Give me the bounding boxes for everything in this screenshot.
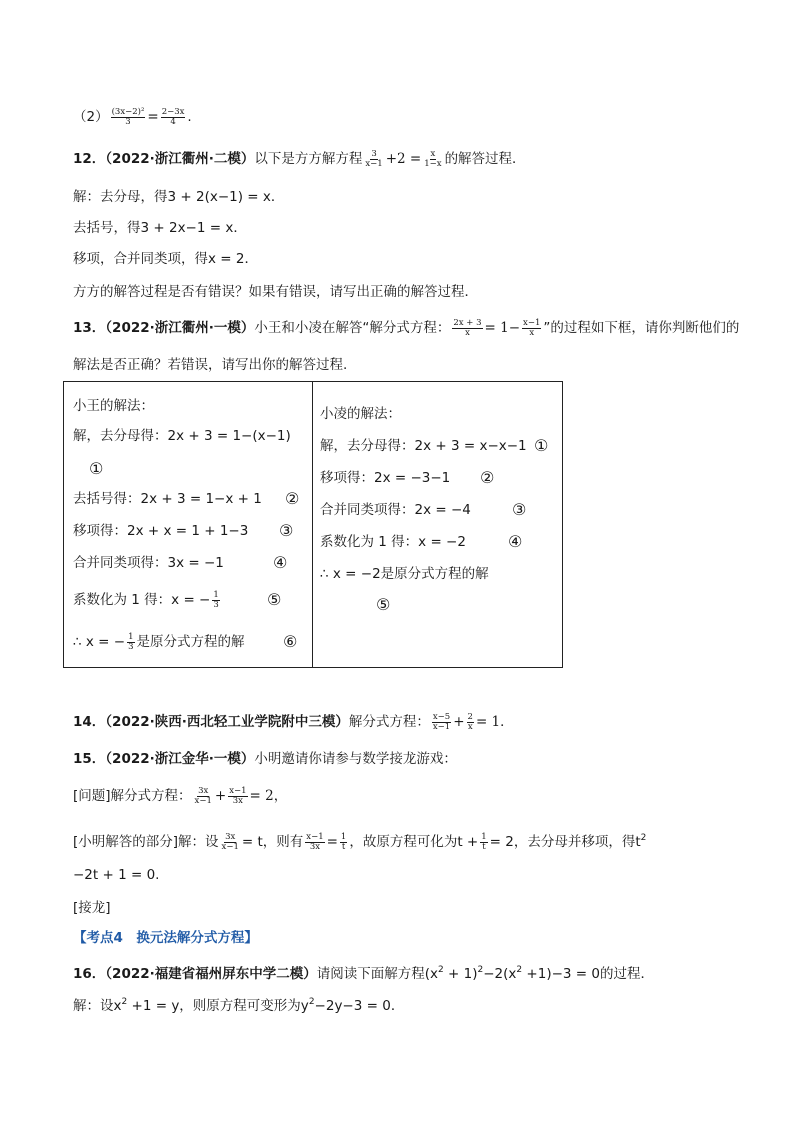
- q15-partial-solution: [小明解答的部分]解：设 $\frac{3x}{x-1}$ = t，则有 $\frac{x-1}{3x}$ = $\frac{1}{t}$ ，故原方程可化为t + $\frac{1}{t}$ = 2，去分母并移项，得$t^2$: [73, 831, 647, 852]
- ling-step4: 系数化为 1 得：x = −2: [320, 534, 466, 550]
- q12-stem: 12．（2022·浙江衢州·二模）以下是方方解方程 $\frac{3}{x-1}$ +2 = $\frac{x}{1-x}$ 的解答过程．: [73, 148, 526, 169]
- ling-step2: 移项得：2x = −3−1: [320, 470, 451, 486]
- table-divider: [312, 382, 313, 667]
- q15-relay: [接龙]: [73, 900, 111, 916]
- fraction: $\frac{x-1}{3x}$: [306, 831, 324, 852]
- wang-step4: 合并同类项得：3x = −1: [73, 555, 224, 571]
- step-marker: ②: [285, 489, 300, 508]
- fraction: $\frac{2-3x}{4}$: [161, 106, 185, 127]
- fraction: $\frac{x}{1-x}$: [424, 148, 442, 169]
- q13-stem-cont: 解法是否正确？若错误，请写出你的解答过程.: [73, 357, 348, 373]
- q14-stem: 14．（2022·陕西·西北轻工业学院附中三模）解分式方程： $\frac{x-5}{x-1}$ + $\frac{2}{x}$ = 1．: [73, 711, 514, 732]
- fraction: $\frac{x-5}{x-1}$: [432, 711, 451, 732]
- step-marker: ③: [279, 521, 294, 540]
- ling-step1: 解，去分母得：2x + 3 = x−x−1: [320, 438, 527, 454]
- wang-step3: 移项得：2x + x = 1 + 1−3: [73, 523, 249, 539]
- step-marker: ⑥: [283, 632, 298, 651]
- wang-step5: 系数化为 1 得：x = − $\frac{1}{3}$: [73, 589, 219, 610]
- q16-step1: 解：设$x^2 +1 = y$，则原方程可变形为$y^2-2y-3 = 0$．: [73, 997, 405, 1014]
- fraction: $\frac{2}{x}$: [467, 711, 473, 732]
- q12-question: 方方的解答过程是否有错误？如果有错误，请写出正确的解答过程．: [73, 284, 478, 300]
- q15-stem: 15．（2022·浙江金华·一模）小明邀请你请参与数学接龙游戏：: [73, 751, 457, 767]
- fraction: $\frac{1}{t}$: [340, 831, 347, 852]
- wang-step1: 解，去分母得：2x + 3 = 1−(x−1): [73, 428, 291, 444]
- q15-problem: [问题]解分式方程： $\frac{3x}{x-1}$ + $\frac{x-1}{3x}$ = 2，: [73, 785, 288, 806]
- fraction: $\frac{x-1}{x}$: [523, 317, 541, 338]
- fraction: $\frac{1}{t}$: [481, 831, 487, 852]
- ling-step5: ∴ x = −2是原分式方程的解: [320, 566, 489, 582]
- ling-title: 小凌的解法：: [320, 406, 401, 422]
- step-marker: ⑤: [267, 590, 282, 609]
- fraction: $\frac{x-1}{3x}$: [229, 785, 247, 806]
- fraction: $\frac{3x}{x-1}$: [221, 831, 239, 852]
- q11-part2: （2） $\frac{\text{(3x−2)²}}{3}$ = $\frac{2-3x}{4}$ .: [73, 106, 192, 127]
- fraction: $\frac{3}{x-1}$: [365, 148, 383, 169]
- step-marker: ③: [512, 500, 527, 519]
- wang-title: 小王的解法：: [73, 398, 154, 414]
- q12-step1: 解：去分母，得3 + 2(x−1) = x．: [73, 189, 285, 205]
- q13-stem: 13．（2022·浙江衢州·一模）小王和小凌在解答“解分式方程： $\frac{2x + 3}{x}$ = 1− $\frac{x-1}{x}$ ”的过程如下框，请你判断他们的: [73, 317, 740, 338]
- q15-continuation: −2t + 1 = 0.: [73, 867, 160, 883]
- q12-step2: 去括号，得3 + 2x−1 = x．: [73, 220, 247, 236]
- ling-step3: 合并同类项得：2x = −4: [320, 502, 471, 518]
- topic-heading: 【考点4 换元法解分式方程】: [73, 930, 258, 946]
- q16-stem: 16．（2022·福建省福州屏东中学二模）请阅读下面解方程$(x^2 + 1)^2-2(x^2 +1)-3 = 0$的过程．: [73, 965, 654, 982]
- step-marker: ①: [534, 436, 549, 455]
- fraction: $\frac{1}{3}$: [213, 589, 219, 610]
- fraction: $\frac{\text{(3x−2)²}}{3}$: [111, 106, 145, 127]
- step-marker: ①: [89, 459, 104, 478]
- fraction: $\frac{1}{3}$: [128, 631, 134, 652]
- fraction: $\frac{3x}{x-1}$: [194, 785, 212, 806]
- wang-step6: ∴ x = − $\frac{1}{3}$ 是原分式方程的解: [73, 631, 245, 652]
- q12-step3: 移项，合并同类项，得x = 2．: [73, 251, 258, 267]
- solutions-table: [63, 381, 563, 668]
- wang-step2: 去括号得：2x + 3 = 1−x + 1: [73, 491, 262, 507]
- fraction: $\frac{2x + 3}{x}$: [453, 317, 482, 338]
- step-marker: ④: [273, 553, 288, 572]
- step-marker: ②: [480, 468, 495, 487]
- step-marker: ⑤: [376, 595, 391, 614]
- step-marker: ④: [508, 532, 523, 551]
